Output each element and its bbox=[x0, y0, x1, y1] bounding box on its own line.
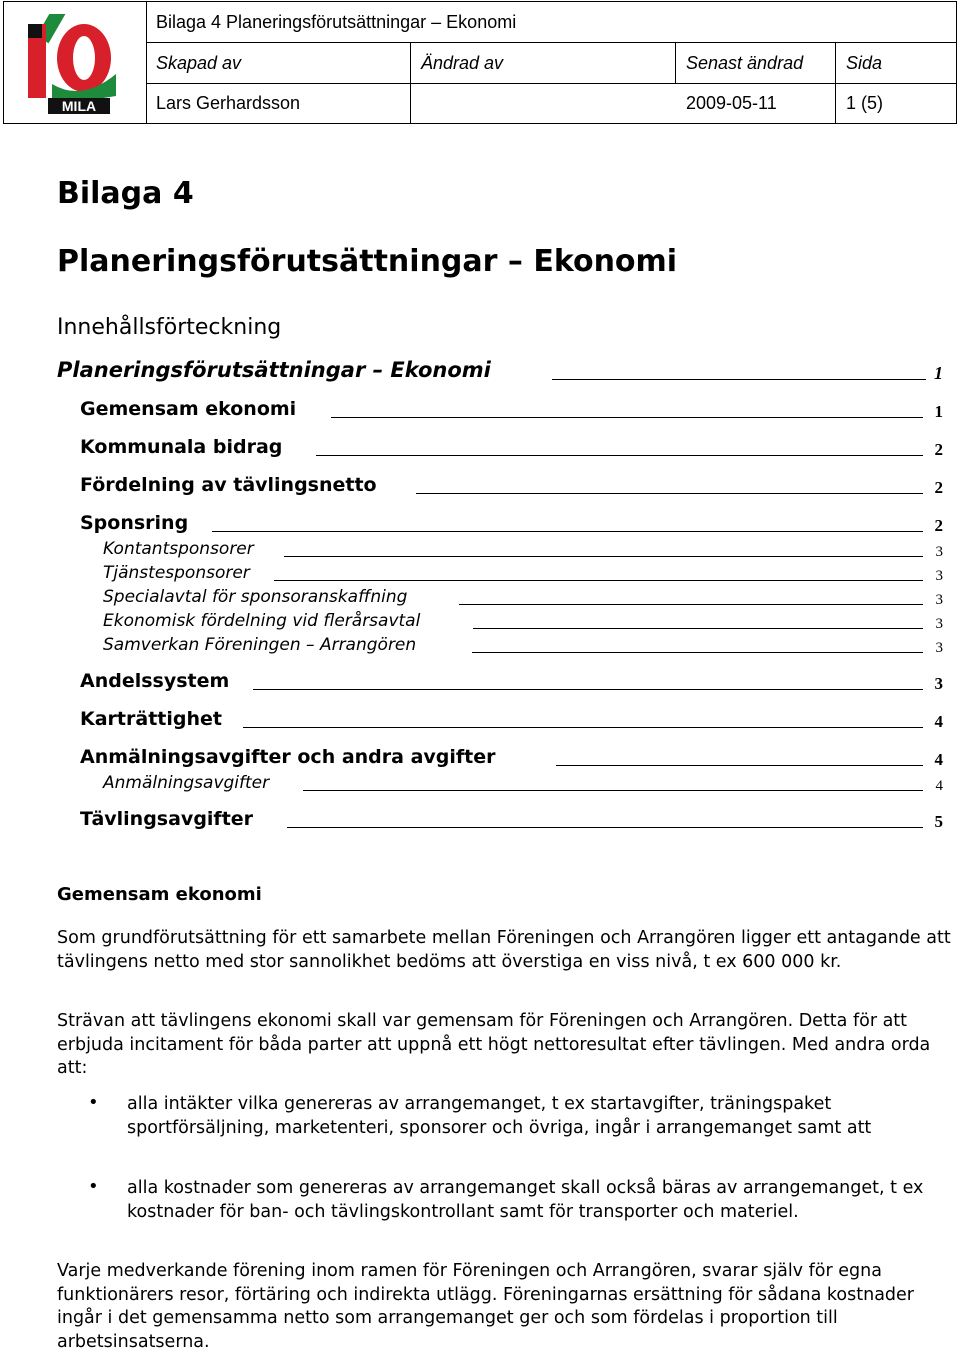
paragraph-1: Som grundförutsättning för ett samarbete mellan Föreningen och Arrangören ligger ett antagande att tävlingens netto med stor sannolikhet bedöms att överstiga en viss nivå, t ex 600 000 kr. bbox=[57, 928, 951, 972]
toc-leader bbox=[331, 417, 923, 418]
bullet-marker: • bbox=[88, 1092, 99, 1113]
toc-entry[interactable] bbox=[0, 474, 960, 498]
toc-entry-text: Fördelning av tävlingsnetto bbox=[80, 474, 377, 496]
toc-entry-page: 4 bbox=[934, 750, 943, 769]
header-title-row bbox=[146, 2, 956, 43]
toc-leader bbox=[274, 580, 923, 581]
changed-by-value bbox=[411, 84, 675, 123]
toc-leader bbox=[472, 652, 923, 653]
toc-entry-page: 3 bbox=[935, 640, 943, 656]
document-header bbox=[3, 1, 957, 124]
paragraph-2: Strävan att tävlingens ekonomi skall var gemensam för Föreningen och Arrangören. Detta för att erbjuda incitament för båda parter att uppnå ett högt nettoresultat efter tävlingen. Med andra orda att: bbox=[57, 1011, 931, 1078]
toc-entry-text: Planeringsförutsättningar – Ekonomi bbox=[57, 358, 491, 382]
toc-entry-text: Ekonomisk fördelning vid flerårsavtal bbox=[103, 611, 421, 631]
toc-entry-page: 2 bbox=[934, 478, 943, 497]
page-value: 1 (5) bbox=[846, 93, 884, 113]
logo-cell bbox=[4, 2, 147, 123]
toc-entry-page: 4 bbox=[935, 778, 943, 794]
page-title-line1: Bilaga 4 bbox=[57, 176, 194, 211]
toc-entry-page: 3 bbox=[935, 568, 943, 584]
page-title-line2: Planeringsförutsättningar – Ekonomi bbox=[57, 244, 678, 279]
toc-entry-page: 1 bbox=[934, 402, 943, 421]
toc-entry-text: Anmälningsavgifter och andra avgifter bbox=[80, 746, 496, 768]
toc-leader bbox=[303, 790, 923, 791]
bullet-item-1: alla intäkter vilka genereras av arrangemanget, t ex startavgifter, träningspaket sportförsäljning, marketenteri, sponsorer och övriga, ingår i arrangemanget samt att bbox=[127, 1094, 872, 1138]
toc-leader bbox=[284, 556, 923, 557]
toc-entry-text: Specialavtal för sponsoranskaffning bbox=[103, 587, 408, 607]
toc-entry-page: 3 bbox=[934, 674, 943, 693]
logo-word: MILA bbox=[61, 98, 97, 114]
toc-leader bbox=[253, 689, 923, 690]
toc-leader bbox=[473, 628, 923, 629]
toc-leader bbox=[243, 727, 923, 728]
toc-entry-text: Kommunala bidrag bbox=[80, 436, 283, 458]
toc-entry-page: 3 bbox=[935, 616, 943, 632]
document-title-header: Bilaga 4 Planeringsförutsättningar – Ekonomi bbox=[156, 11, 517, 32]
toc-entry-text: Tävlingsavgifter bbox=[80, 808, 254, 830]
toc-entry[interactable] bbox=[0, 436, 960, 460]
toc-leader bbox=[212, 531, 923, 532]
toc-entry[interactable] bbox=[0, 512, 960, 536]
toc-leader bbox=[287, 827, 923, 828]
paragraph-3: Varje medverkande förening inom ramen för Föreningen och Arrangören, svarar själv för egna funktionärers resor, förtäring och indirekta utlägg. Föreningarnas ersättning för sådana kostnader ingår i det gemensamma netto som arrangemanget ger och som fördelas i proportion till arbetsinsatserna. bbox=[57, 1261, 914, 1352]
toc-leader bbox=[416, 493, 923, 494]
toc-entry[interactable] bbox=[0, 708, 960, 732]
10-mila-logo bbox=[22, 14, 122, 114]
header-value-row bbox=[146, 84, 956, 123]
toc-entry-text: Samverkan Föreningen – Arrangören bbox=[103, 635, 417, 655]
toc-entry[interactable] bbox=[0, 808, 960, 832]
toc-entry-page: 3 bbox=[935, 544, 943, 560]
toc-entry[interactable] bbox=[0, 360, 960, 384]
page-label: Sida bbox=[846, 52, 883, 73]
toc-entry-page: 1 bbox=[934, 363, 943, 383]
toc-entry[interactable] bbox=[0, 398, 960, 422]
toc-heading: Innehållsförteckning bbox=[57, 315, 282, 340]
changed-by-label: Ändrad av bbox=[421, 52, 504, 73]
toc-entry-page: 3 bbox=[935, 592, 943, 608]
toc-entry-page: 4 bbox=[934, 712, 943, 731]
section-title: Gemensam ekonomi bbox=[57, 884, 262, 905]
toc-entry-text: Tjänstesponsorer bbox=[103, 563, 250, 583]
toc-leader bbox=[459, 604, 923, 605]
header-label-row bbox=[146, 43, 956, 84]
toc-entry-page: 5 bbox=[934, 812, 943, 831]
toc-entry-page: 2 bbox=[934, 516, 943, 535]
toc-entry[interactable] bbox=[0, 561, 960, 585]
toc-entry-text: Gemensam ekonomi bbox=[80, 398, 297, 420]
last-changed-label: Senast ändrad bbox=[686, 52, 804, 73]
bullet-marker: • bbox=[88, 1176, 99, 1197]
bullet-item-2: alla kostnader som genereras av arrangemanget skall också bäras av arrangemanget, t ex kostnader för ban- och tävlingskontrollant samt för transporter och materiel. bbox=[127, 1178, 924, 1222]
toc-leader bbox=[552, 379, 926, 380]
last-changed-value: 2009-05-11 bbox=[686, 93, 777, 113]
toc-entry-text: Kontantsponsorer bbox=[103, 539, 254, 559]
toc-entry-text: Karträttighet bbox=[80, 708, 222, 730]
toc-leader bbox=[316, 455, 923, 456]
created-by-value: Lars Gerhardsson bbox=[156, 93, 301, 113]
toc-entry[interactable] bbox=[0, 771, 960, 795]
toc-entry-text: Andelssystem bbox=[80, 670, 230, 692]
toc-entry-text: Sponsring bbox=[80, 512, 189, 534]
toc-entry[interactable] bbox=[0, 633, 960, 657]
toc-entry[interactable] bbox=[0, 670, 960, 694]
toc-entry[interactable] bbox=[0, 585, 960, 609]
created-by-label: Skapad av bbox=[156, 52, 242, 73]
toc-entry[interactable] bbox=[0, 609, 960, 633]
toc-entry[interactable] bbox=[0, 746, 960, 770]
toc-entry[interactable] bbox=[0, 537, 960, 561]
toc-leader bbox=[556, 765, 923, 766]
toc-entry-text: Anmälningsavgifter bbox=[103, 773, 270, 793]
toc-entry-page: 2 bbox=[934, 440, 943, 459]
